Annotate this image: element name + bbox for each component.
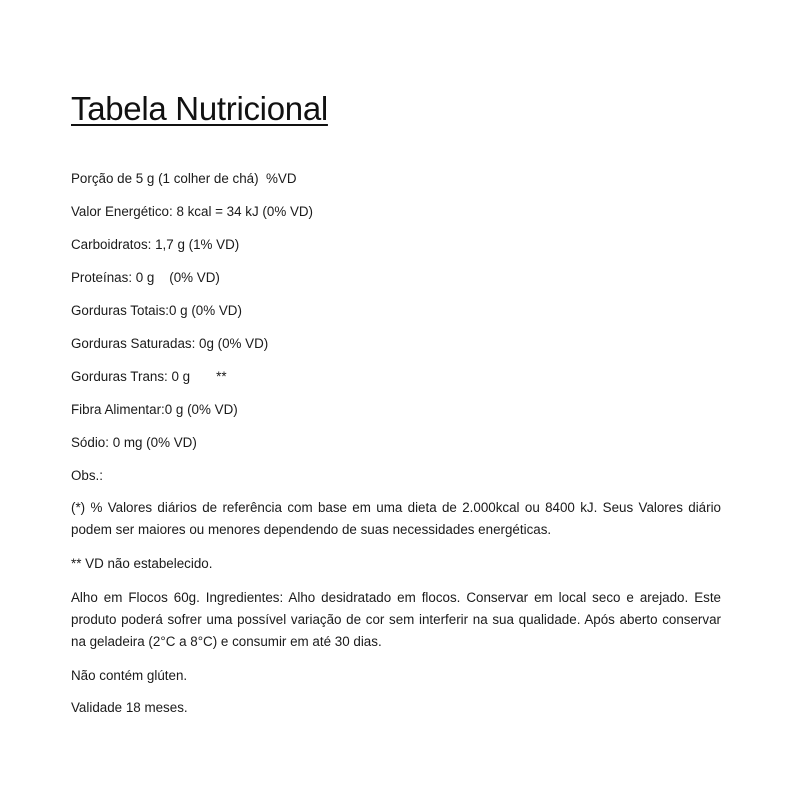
nutrition-facts [71,170,721,452]
gluten-note: Não contém glúten. [71,668,188,683]
page-title: Tabela Nutricional [71,90,328,127]
nutrition-proteins: Proteínas: 0 g (0% VD) [71,270,220,285]
nutrition-serving: Porção de 5 g (1 colher de chá) %VD [71,171,297,186]
nutrition-carbohydrates: Carboidratos: 1,7 g (1% VD) [71,237,240,252]
nutrition-total-fat: Gorduras Totais:0 g (0% VD) [71,303,242,318]
obs-label: Obs.: [71,468,103,483]
nutrition-energy: Valor Energético: 8 kcal = 34 kJ (0% VD) [71,204,314,219]
product-description: Alho em Flocos 60g. Ingredientes: Alho desidratado em flocos. Conservar em local seco e arejado. Este produto poderá sofrer uma possível variação de cor sem interferir na sua qualidade. Após aberto conservar na geladeira (2°C a 8°C) e consumir em até 30 dias. [71,590,721,649]
daily-values-note: (*) % Valores diários de referência com base em uma dieta de 2.000kcal ou 8400 kJ. Seus Valores diário podem ser maiores ou menores dependendo de suas necessidades energéticas. [71,500,721,537]
nutrition-saturated-fat: Gorduras Saturadas: 0g (0% VD) [71,336,269,351]
nutrition-fiber: Fibra Alimentar:0 g (0% VD) [71,402,238,417]
document [71,90,721,731]
vd-not-established-note: ** VD não estabelecido. [71,556,213,571]
nutrition-sodium: Sódio: 0 mg (0% VD) [71,435,197,450]
nutrition-trans-fat: Gorduras Trans: 0 g ** [71,369,227,384]
validity-note: Validade 18 meses. [71,700,188,715]
